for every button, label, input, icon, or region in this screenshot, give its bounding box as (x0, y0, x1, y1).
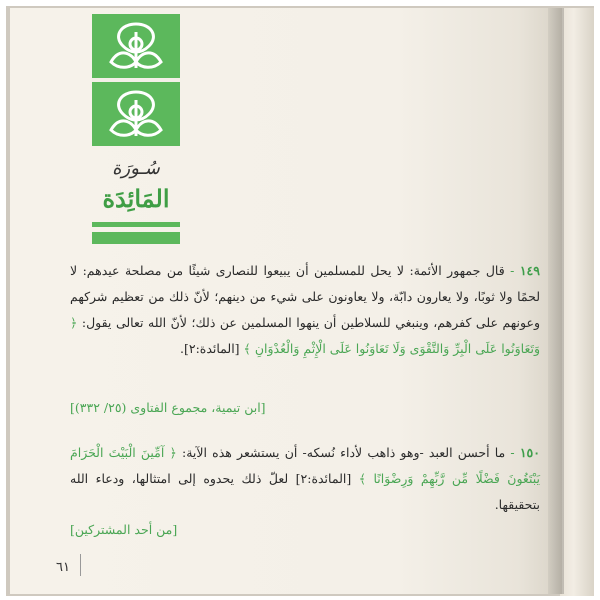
title-rule-thick (92, 232, 180, 244)
surah-ornament (92, 14, 180, 146)
knot-ornament-top-icon (92, 14, 180, 78)
entry-number: ١٤٩ (519, 263, 540, 278)
entry-number: ١٥٠ (519, 445, 540, 460)
back-page-edge (560, 8, 594, 596)
page-number-rule (80, 554, 81, 576)
entry-text: قال جمهور الأئمة: لا يحل للمسلمين أن يبيعوا للنصارى شيئًا من مصلحة عيدهم: لا لحمًا ولا ثوبًا، ولا يعارون دابّة، ولا يعاونون على شيء من دينهم؛ لأنّ ذلك من تعظيم شركهم وعونهم على كفرهم، وينبغي للسلاطين أن ينهوا المسلمين عن ذلك؛ لأنّ الله تعالى يقول: (70, 263, 540, 330)
quran-verse: ﴿ وَتَعَاوَنُوا عَلَى الْبِرِّ وَالتَّقْوَى وَلَا تَعَاوَنُوا عَلَى الْإِثْمِ وَالْعُدْوَانِ ﴾ (70, 315, 540, 356)
page-edge-shadow (548, 8, 564, 594)
page-number: ٦١ (56, 560, 70, 575)
entry-text: ما أحسن العبد -وهو ذاهب لأداء نُسكه- أن يستشعر هذه الآية: (182, 445, 506, 460)
surah-label: سُـورَة (112, 158, 160, 179)
knot-ornament-bottom-icon (92, 82, 180, 146)
book-page (10, 8, 562, 594)
entry-dash: - (504, 263, 520, 278)
entry-150 (70, 440, 540, 518)
title-rule-thin (92, 222, 180, 227)
surah-title: المَائِدَة (102, 184, 170, 213)
entry-dash: - (505, 445, 520, 460)
entry-source: [من أحد المشتركين] (70, 522, 178, 537)
entry-149 (70, 258, 540, 362)
quran-verse: ﴿ آمِّينَ الْبَيْتَ الْحَرَامَ يَبْتَغُونَ فَضْلًا مِّن رَّبِّهِمْ وَرِضْوَانًا ﴾ (70, 445, 540, 486)
entry-text-continued: لعلّ ذلك يحدوه إلى امتثالها، ودعاء الله بتحقيقها. (70, 471, 540, 512)
verse-reference: [المائدة:٢]. (179, 341, 240, 356)
verse-reference: [المائدة:٢] (295, 471, 352, 486)
entry-source: [ابن تيمية، مجموع الفتاوى (٢٥/ ٣٣٢)] (70, 400, 266, 415)
